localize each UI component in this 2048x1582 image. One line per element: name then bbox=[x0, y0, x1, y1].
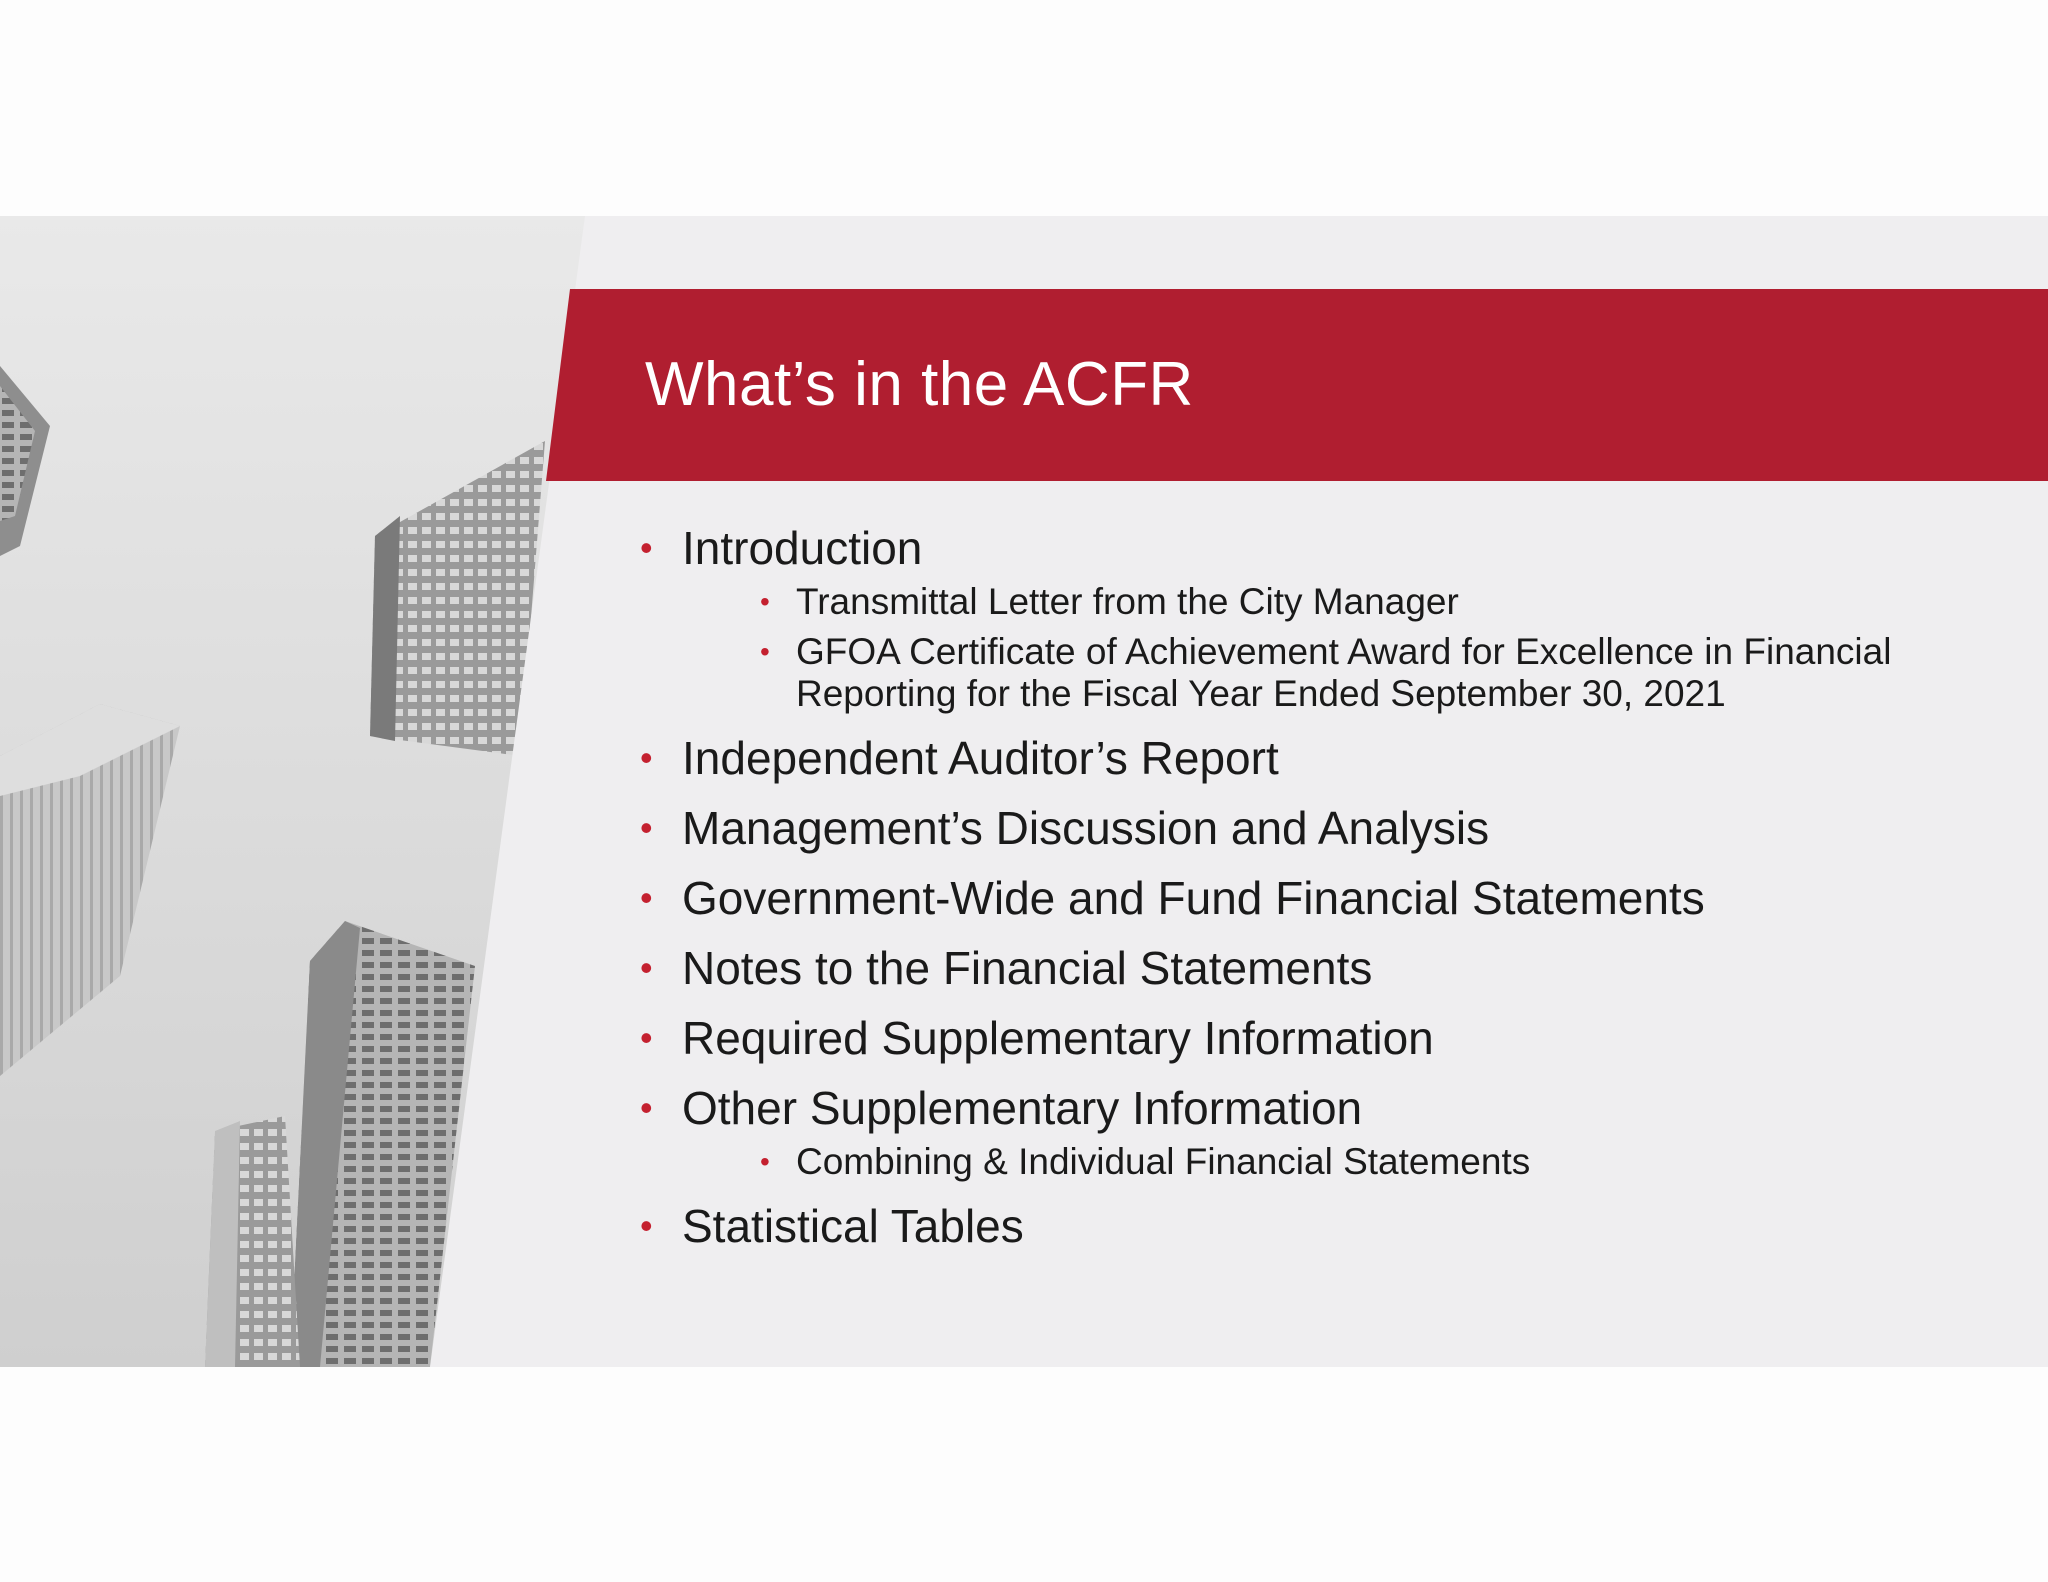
bullet-icon: • bbox=[640, 527, 653, 568]
bullet-icon: • bbox=[640, 947, 653, 988]
sub-list-item-label: Combining & Individual Financial Statements bbox=[796, 1141, 1531, 1182]
sub-list-item bbox=[760, 631, 1946, 715]
list-item-label: Notes to the Financial Statements bbox=[682, 942, 1373, 994]
list-item bbox=[640, 1199, 1946, 1253]
list-item-label: Independent Auditor’s Report bbox=[682, 732, 1279, 784]
list-item bbox=[640, 521, 1946, 715]
sub-list bbox=[682, 1141, 1946, 1183]
bullet-icon: • bbox=[640, 877, 653, 918]
list-item bbox=[640, 731, 1946, 785]
list-item bbox=[640, 801, 1946, 855]
sub-list-item bbox=[760, 581, 1946, 623]
sub-list-item-label: Transmittal Letter from the City Manager bbox=[796, 581, 1459, 622]
list-item-label: Required Supplementary Information bbox=[682, 1012, 1434, 1064]
list-item bbox=[640, 941, 1946, 995]
bullet-icon: • bbox=[640, 1017, 653, 1058]
list-item-label: Introduction bbox=[682, 522, 923, 574]
list-item bbox=[640, 1081, 1946, 1183]
content-list bbox=[640, 521, 1946, 1269]
bullet-icon: • bbox=[640, 737, 653, 778]
bullet-icon: • bbox=[760, 586, 770, 617]
sub-list-item-label: GFOA Certificate of Achievement Award for Excellence in Financial Reporting for the Fiscal Year Ended September 30, 2021 bbox=[796, 631, 1892, 714]
bullet-icon: • bbox=[760, 636, 770, 667]
list-item bbox=[640, 1011, 1946, 1065]
list-item-label: Government-Wide and Fund Financial Statements bbox=[682, 872, 1705, 924]
bullet-icon: • bbox=[640, 1087, 653, 1128]
bullet-icon: • bbox=[760, 1146, 770, 1177]
list-item-label: Management’s Discussion and Analysis bbox=[682, 802, 1490, 854]
bullet-icon: • bbox=[640, 807, 653, 848]
sub-list bbox=[682, 581, 1946, 715]
slide bbox=[0, 216, 2048, 1367]
sub-list-item bbox=[760, 1141, 1946, 1183]
bullet-icon: • bbox=[640, 1205, 653, 1246]
list-item-label: Statistical Tables bbox=[682, 1200, 1024, 1252]
list-item bbox=[640, 871, 1946, 925]
slide-title: What’s in the ACFR bbox=[645, 350, 1194, 419]
list-item-label: Other Supplementary Information bbox=[682, 1082, 1363, 1134]
